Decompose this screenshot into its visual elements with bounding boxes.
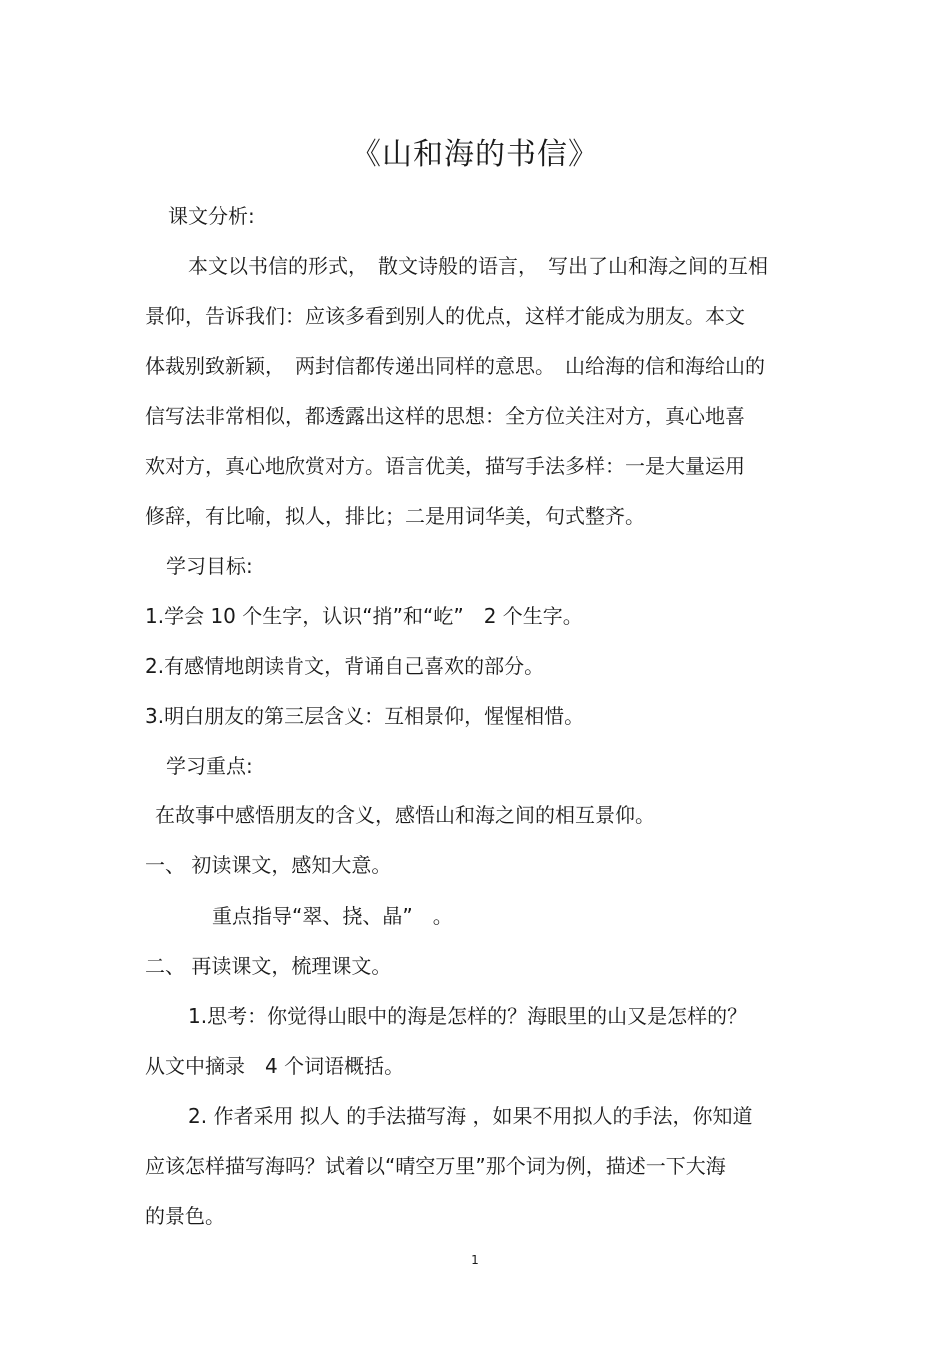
paragraph-line: 欢对方，真心地欣赏对方。语言优美，描写手法多样：一是大量运用 bbox=[145, 454, 745, 478]
paragraph-line: 信写法非常相似，都透露出这样的思想：全方位关注对方，真心地喜 bbox=[145, 404, 745, 428]
question-line: 2. 作者采用 拟人 的手法描写海 ，如果不用拟人的手法，你知道 bbox=[188, 1104, 753, 1128]
goal-item: 2.有感情地朗读肯文，背诵自己喜欢的部分。 bbox=[145, 654, 545, 678]
document-title: 《山和海的书信》 bbox=[351, 137, 599, 172]
section-text: 重点指导“翠、挠、晶” 。 bbox=[212, 904, 453, 928]
question-line: 应该怎样描写海吗？试着以“晴空万里”那个词为例，描述一下大海 bbox=[145, 1154, 726, 1178]
paragraph-line: 本文以书信的形式， 散文诗般的语言， 写出了山和海之间的互相 bbox=[188, 254, 768, 278]
section-heading: 一、 初读课文，感知大意。 bbox=[145, 853, 392, 877]
question-line: 的景色。 bbox=[145, 1204, 225, 1228]
question-line: 从文中摘录 4 个词语概括。 bbox=[145, 1054, 405, 1078]
paragraph-line: 景仰，告诉我们：应该多看到别人的优点，这样才能成为朋友。本文 bbox=[145, 304, 745, 328]
key-point-text: 在故事中感悟朋友的含义，感悟山和海之间的相互景仰。 bbox=[155, 803, 655, 827]
section-heading: 二、 再读课文，梳理课文。 bbox=[145, 954, 392, 978]
heading-key-points: 学习重点: bbox=[166, 754, 253, 778]
goal-item: 3.明白朋友的第三层含义：互相景仰，惺惺相惜。 bbox=[145, 704, 585, 728]
page-number: 1 bbox=[471, 1253, 479, 1267]
heading-text-analysis: 课文分析: bbox=[168, 204, 255, 228]
goal-item: 1.学会 10 个生字，认识“捎”和“屹” 2 个生字。 bbox=[145, 604, 583, 628]
question-line: 1.思考：你觉得山眼中的海是怎样的？海眼里的山又是怎样的？ bbox=[188, 1004, 748, 1028]
paragraph-line: 体裁别致新颖， 两封信都传递出同样的意思。 山给海的信和海给山的 bbox=[145, 354, 765, 378]
paragraph-line: 修辞，有比喻，拟人，排比；二是用词华美，句式整齐。 bbox=[145, 504, 645, 528]
heading-learning-goals: 学习目标: bbox=[166, 554, 253, 578]
